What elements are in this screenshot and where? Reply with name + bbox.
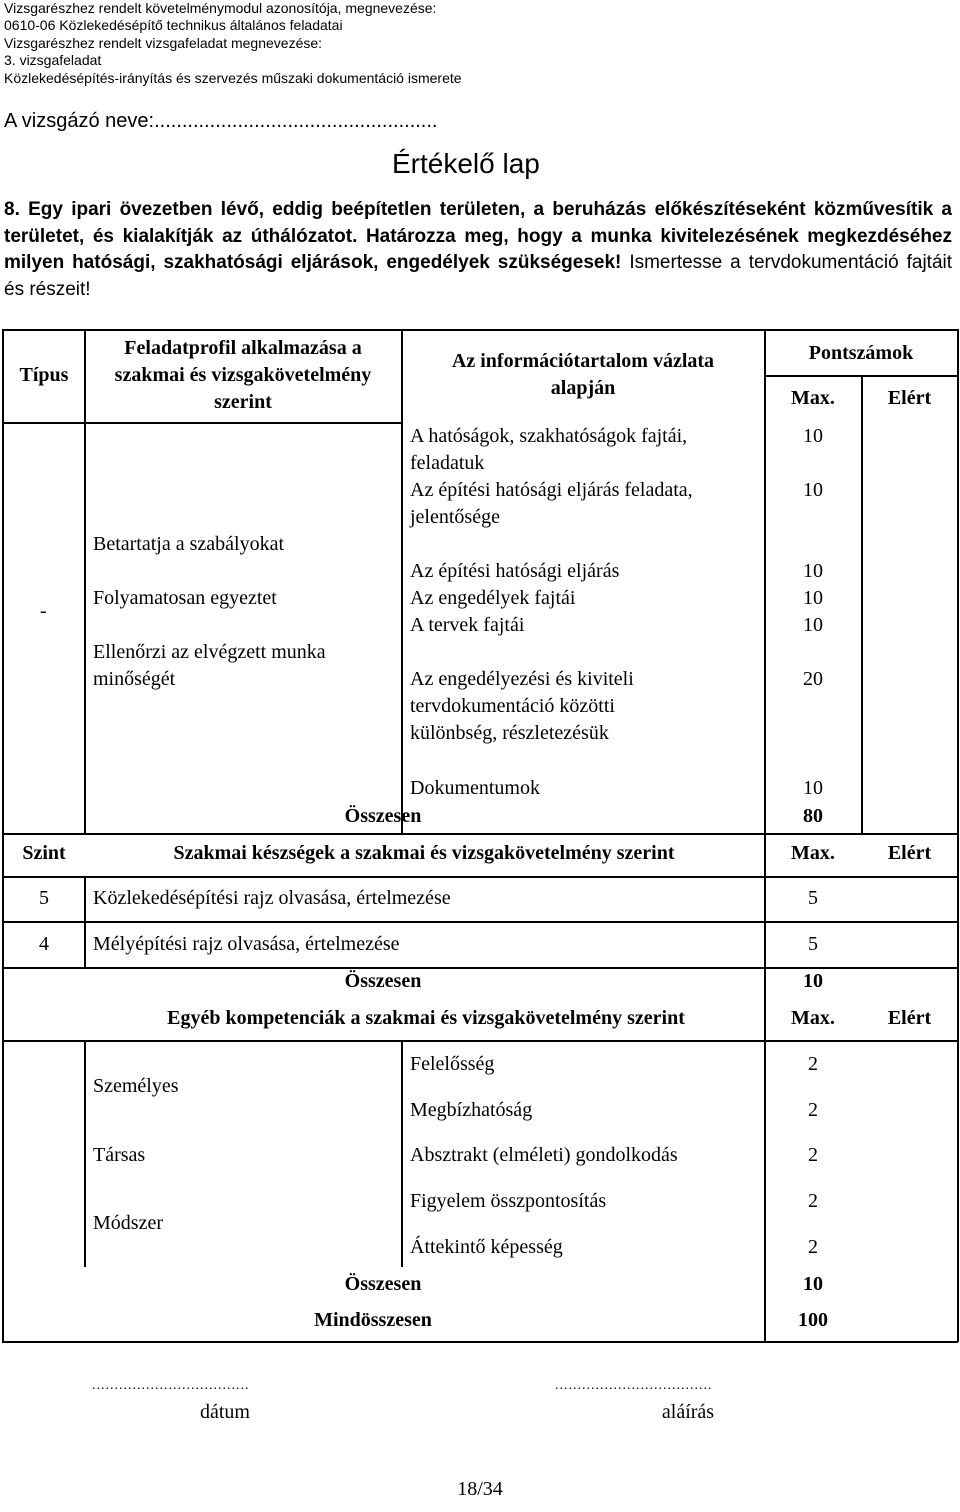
szakmai-level: 5 [39,887,49,909]
info-row-text: feladatuk [410,452,485,474]
col-head-info-2: alapján [550,377,616,399]
task-regular-text: Ismertesse a tervdokumentáció fajtáit és részeit! [4,252,953,301]
info-row-max: 10 [803,425,823,447]
col-head-feladatprofil-3: szerint [214,391,272,413]
egyeb-item-label: Megbízhatóság [410,1099,533,1121]
header-line-3: Vizsgarészhez rendelt vizsgafeladat megnevezése: [4,35,323,51]
egyeb-group-name: Személyes [93,1075,179,1097]
profile-item: Ellenőrzi az elvégzett munka [93,641,326,663]
szakmai-heading: Szakmai készségek a szakmai és vizsgakövetelmény szerint [173,842,675,864]
task-description [4,197,952,304]
info-row-max: 20 [803,668,823,690]
egyeb-max-head: Max. [791,1007,835,1029]
info-row-text: Az építési hatósági eljárás [410,560,620,582]
szakmai-elert-head: Elért [887,842,932,864]
info-row-text: Az engedélyek fajtái [410,587,576,609]
mindosszesen-label: Mindösszesen [314,1309,432,1331]
osszesen-label: Összesen [344,805,422,827]
col-head-info-1: Az információtartalom vázlata [451,350,715,372]
szakmai-label: Közlekedésépítési rajz olvasása, értelmezése [93,887,451,909]
egyeb-item-label: Felelősség [410,1053,495,1075]
szakmai-max-head: Max. [791,842,835,864]
info-row-text: jelentősége [410,506,500,528]
egyeb-item-max: 2 [808,1099,818,1121]
info-row-text: A tervek fajtái [410,614,525,636]
info-row-max: 10 [803,614,823,636]
profile-item: Betartatja a szabályokat [93,533,285,555]
header-line-1: Vizsgarészhez rendelt követelménymodul azonosítója, megnevezése: [4,0,437,16]
info-row-max: 10 [803,777,823,799]
task-bold-text: 8. Egy ipari övezetben lévő, eddig beépítetlen területen, a beruházás előkészítéseként közművesítik a területet, és kialakítják az úthálózatot. Határozza meg, hogy a munka kivitelezésének megkezdéséhez milyen hatósági, szakhatósági eljárások, engedélyek szükségesek! [4,199,952,274]
col-head-max: Max. [791,387,835,409]
col-head-pontszamok: Pontszámok [808,342,914,364]
szakmai-max: 5 [808,887,818,909]
col-head-elert: Elért [887,387,932,409]
egyeb-elert-head: Elért [887,1007,932,1029]
egyeb-item-label: Absztrakt (elméleti) gondolkodás [410,1144,678,1166]
egyeb-item-max: 2 [808,1053,818,1075]
mindosszesen-value: 100 [798,1309,828,1331]
egyeb-item-max: 2 [808,1236,818,1258]
szakmai-max: 5 [808,933,818,955]
col-head-feladatprofil-2: szakmai és vizsgakövetelmény [114,364,372,386]
page-title: Értékelő lap [392,148,540,179]
osszesen-label: Összesen [344,1273,422,1295]
info-row-max: 10 [803,479,823,501]
egyeb-item-max: 2 [808,1144,818,1166]
header-line-4: 3. vizsgafeladat [4,52,102,68]
header-line-5: Közlekedésépítés-irányítás és szervezés műszaki dokumentáció ismerete [4,70,462,86]
szakmai-label: Mélyépítési rajz olvasása, értelmezése [93,933,400,955]
signature-dotted-line: ................................... [555,1378,713,1393]
egyeb-item-max: 2 [808,1190,818,1212]
examinee-name-line: A vizsgázó neve:................................................... [4,110,438,132]
date-label: dátum [200,1401,250,1423]
info-row-text: különbség, részletezésük [410,722,609,744]
egyeb-heading: Egyéb kompetenciák a szakmai és vizsgakövetelmény szerint [167,1007,685,1029]
info-row-text: A hatóságok, szakhatóságok fajtái, [410,425,688,447]
osszesen-label: Összesen [344,970,422,992]
col-head-tipus: Típus [19,364,69,386]
profile-item: minőségét [93,668,176,690]
tipus-value: - [40,600,47,622]
osszesen-value: 10 [803,1273,823,1295]
szint-head: Szint [22,842,66,864]
col-head-feladatprofil-1: Feladatprofil alkalmazása a [124,337,362,359]
info-row-text: Az engedélyezési és kiviteli [410,668,634,690]
profile-item: Folyamatosan egyeztet [93,587,277,609]
info-row-max: 10 [803,560,823,582]
egyeb-group-name: Módszer [93,1212,163,1234]
egyeb-group-name: Társas [93,1144,146,1166]
date-dotted-line: ................................... [92,1378,250,1393]
egyeb-item-label: Figyelem összpontosítás [410,1190,607,1212]
info-row-text: Dokumentumok [410,777,540,799]
osszesen-value: 10 [803,970,823,992]
info-row-text: Az építési hatósági eljárás feladata, [410,479,693,501]
page-number: 18/34 [457,1478,503,1500]
info-row-max: 10 [803,587,823,609]
szakmai-level: 4 [39,933,49,955]
egyeb-item-label: Áttekintő képesség [410,1236,563,1258]
header-line-2: 0610-06 Közlekedésépítő technikus általános feladatai [4,17,343,33]
osszesen-value: 80 [803,805,823,827]
info-row-text: tervdokumentáció közötti [410,695,615,717]
signature-label: aláírás [661,1401,715,1423]
